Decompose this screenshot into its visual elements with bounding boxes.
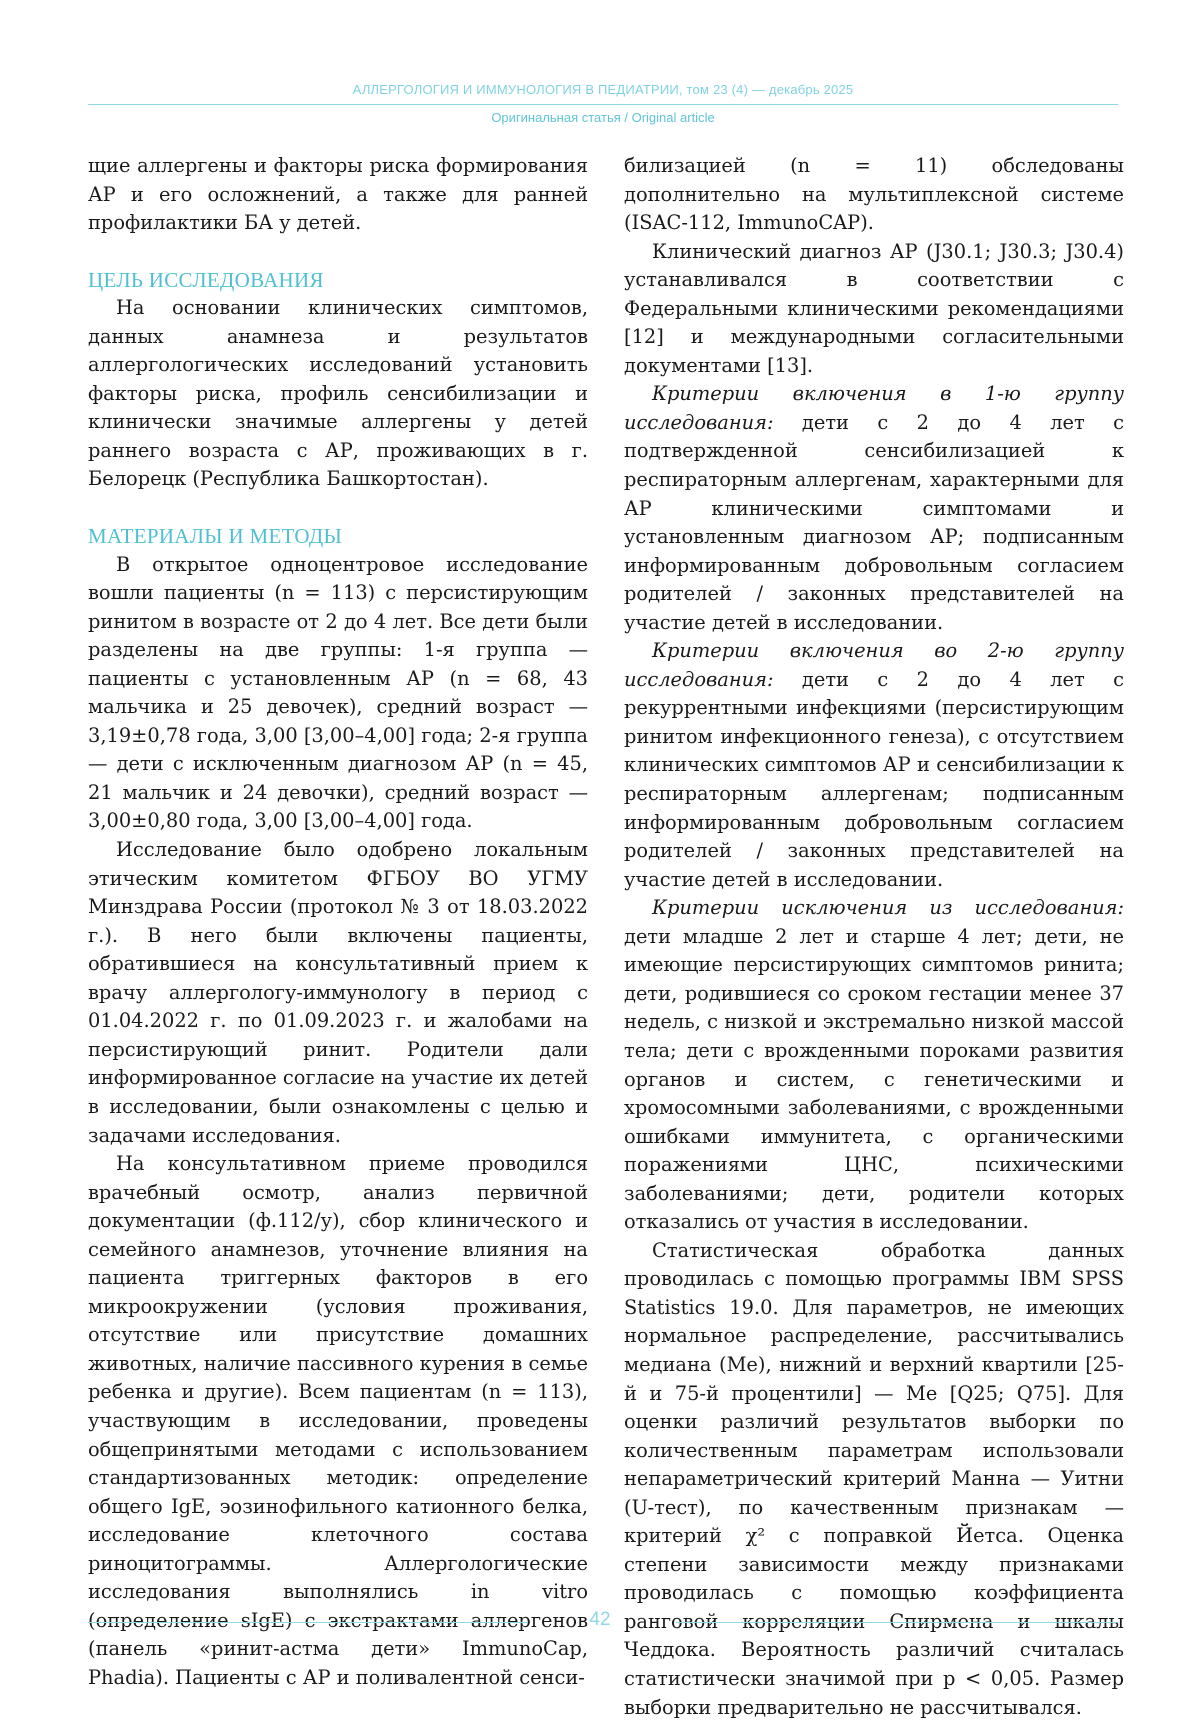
methods-paragraph-3: На консультативном приеме проводился врачебный осмотр, анализ первичной документации (ф.112/у), сбор клинического и семейного анамнезов, уточнение влияния на пациента триггерных факторов в его микроокружении (условия проживания, отсутствие или присутствие домашних животных, наличие пассивного курения в семье ребенка и другие). Всем пациентам (n = 113), участвующим в исследовании, проведены общепринятыми методами с использованием стандартизованных методик: определение общего IgE, эозинофильного катионного белка, исследование клеточного состава риноцитограммы. Аллергологические исследования выполнялись in vitro (определение sIgE) с экстрактами аллергенов (панель «ринит-астма дети» ImmunoCap, Phadia). Пациенты с АР и поливалентной сенси- [88, 1152, 588, 1689]
header-rule [88, 104, 1118, 105]
exclusion-criteria-paragraph [624, 894, 1124, 1237]
group1-criteria-text: дети с 2 до 4 лет с подтвержденной сенсибилизацией к респираторным аллергенам, характерными для АР клиническими симптомами и установленным диагнозом АР; подписанным информированным добровольным согласием родителей / законных представителей на участие детей в исследовании. [624, 410, 1124, 634]
methods-continuation-paragraph: билизацией (n = 11) обследованы дополнительно на мультиплексной системе (ISAC-112, ImmunoCAP). [624, 154, 1124, 235]
right-column [624, 152, 1124, 1722]
exclusion-criteria-text: дети младше 2 лет и старше 4 лет; дети, не имеющие персистирующих симптомов ринита; дети, родившиеся со сроком гестации менее 37 недель, с низкой и экстремально низкой массой тела; дети с врожденными пороками развития органов и систем, с генетическими и хромосомными заболеваниями, с врожденными ошибками иммунитета, с органическими поражениями ЦНС, психическими заболеваниями; дети, родители которых отказались от участия в исследовании. [624, 924, 1124, 1234]
methods-heading: МАТЕРИАЛЫ И МЕТОДЫ [88, 524, 343, 549]
diagnosis-paragraph: Клинический диагноз АР (J30.1; J30.3; J30.4) устанавливался в соответствии с Федеральными клиническими рекомендациями [12] и международными согласительными документами [13]. [624, 239, 1124, 377]
statistics-paragraph: Статистическая обработка данных проводилась с помощью программы IBM SPSS Statistics 19.0. Для параметров, не имеющих нормальное распределение, рассчитывались медиана (Me), нижний и верхний квартили [25-й и 75-й процентили] — Me [Q25; Q75]. Для оценки различий результатов выборки по количественным параметрам использовали непараметрический критерий Манна — Уитни (U-тест), по качественным признакам — критерий χ² с поправкой Йетса. Оценка степени зависимости между признаками проводилась с помощью коэффициента ранговой корреляции Спирмена и шкалы Чеддока. Вероятность различий считалась статистически значимой при p < 0,05. Размер выборки предварительно не рассчитывался. [624, 1238, 1124, 1719]
methods-paragraph-1: В открытое одноцентровое исследование вошли пациенты (n = 113) с персистирующим ринитом в возрасте от 2 до 4 лет. Все дети были разделены на две группы: 1-я группа — пациенты с установленным АР (n = 68, 43 мальчика и 25 девочек), средний возраст — 3,19±0,78 года, 3,00 [3,00–4,00] года; 2-я группа — дети с исключенным диагнозом АР (n = 45, 21 мальчик и 24 девочки), средний возраст — 3,00±0,80 года, 3,00 [3,00–4,00] года. [88, 552, 588, 833]
journal-running-head: АЛЛЕРГОЛОГИЯ И ИММУНОЛОГИЯ В ПЕДИАТРИИ, том 23 (4) — декабрь 2025 [352, 82, 854, 97]
aim-paragraph: На основании клинических симптомов, данных анамнеза и результатов аллергологических исследований установить факторы риска, профиль сенсибилизации и клинически значимые аллергены у детей раннего возраста с АР, проживающих в г. Белорецк (Республика Башкортостан). [88, 296, 588, 491]
footer-rule-right [676, 1622, 1118, 1623]
group2-criteria-paragraph [624, 637, 1124, 894]
left-column [88, 152, 588, 1692]
group2-criteria-text: дети с 2 до 4 лет с рекуррентными инфекциями (персистирующим ринитом инфекционного генеза), с отсутствием клинических симптомов АР и сенсибилизации к респираторным аллергенам; подписанным информированным добровольным согласием родителей / законных представителей на участие детей в исследовании. [624, 667, 1124, 891]
methods-paragraph-2: Исследование было одобрено локальным этическим комитетом ФГБОУ ВО УГМУ Минздрава России (протокол № 3 от 18.03.2022 г.). В него были включены пациенты, обратившиеся на консультативный прием к врачу аллергологу-иммунологу в период с 01.04.2022 г. по 01.09.2023 г. и жалобами на персистирующий ринит. Родители дали информированное согласие на участие их детей в исследовании, были ознакомлены с целью и задачами исследования. [88, 838, 588, 1147]
intro-continuation-paragraph: щие аллергены и факторы риска формирования АР и его осложнений, а также для ранней профилактики БА у детей. [88, 154, 588, 235]
article-type-label: Оригинальная статья / Original article [491, 110, 715, 125]
group1-criteria-paragraph [624, 380, 1124, 637]
aim-heading: ЦЕЛЬ ИССЛЕДОВАНИЯ [88, 267, 324, 292]
exclusion-criteria-label: Критерии исключения из исследования: [652, 896, 1124, 920]
page-number: 42 [589, 1609, 611, 1630]
group2-criteria-label: Критерии включения во 2-ю группу исследования: [624, 639, 1124, 691]
group1-criteria-label: Критерии включения в 1-ю группу исследования: [624, 382, 1124, 434]
